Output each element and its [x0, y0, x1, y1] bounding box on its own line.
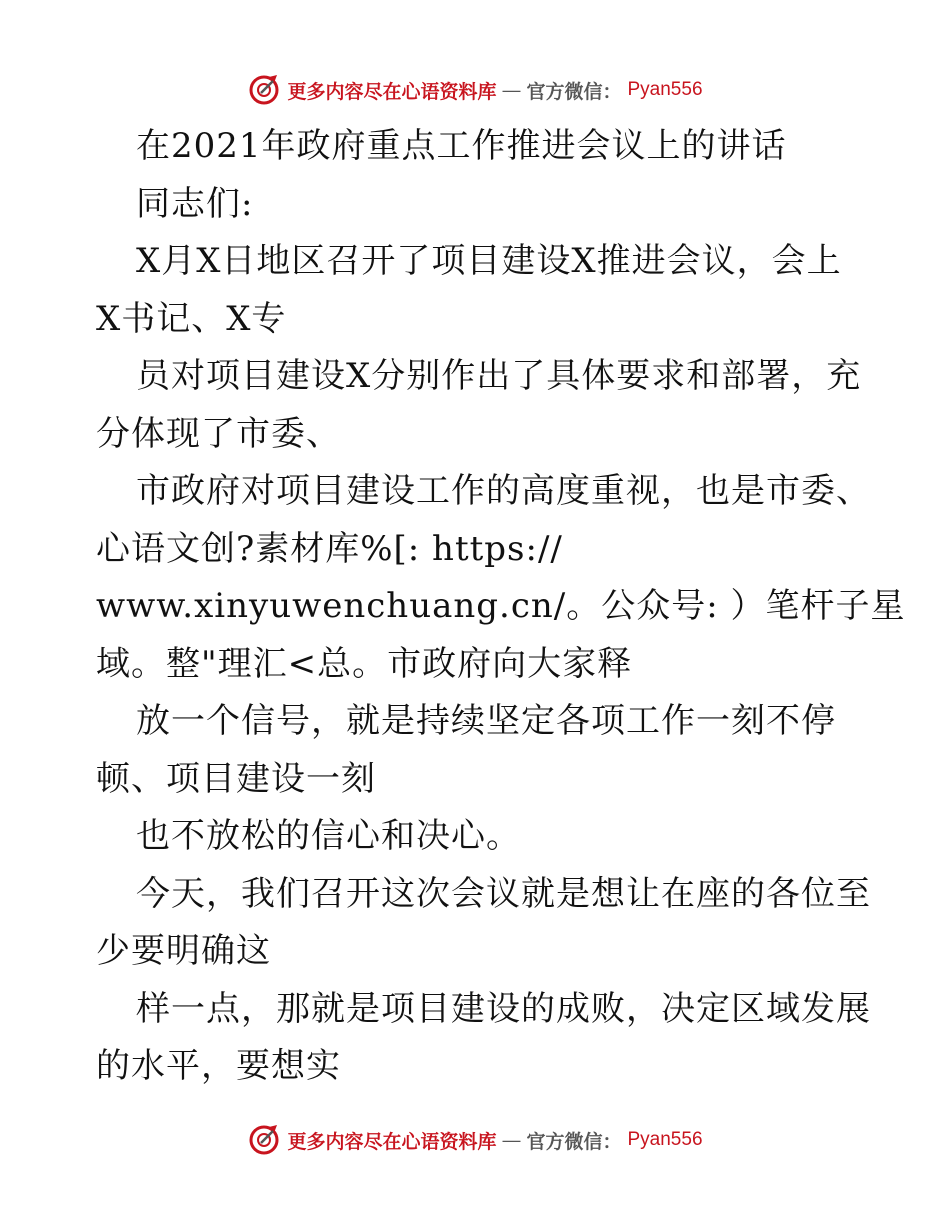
- text-line: 放一个信号，就是持续坚定各项工作一刻不停: [136, 701, 836, 741]
- text-line: 域。整"理汇<总。市政府向大家释: [96, 643, 633, 684]
- document-title: 在2021年政府重点工作推进会议上的讲话: [136, 126, 787, 166]
- text-line: www.xinyuwenchuang.cn/。公众号: ）笔杆子星: [96, 586, 906, 626]
- footer-banner-text: 更多内容尽在心语资料库: [287, 1130, 497, 1153]
- footer-wechat-id: Pyan556: [627, 1129, 703, 1150]
- text-line: 顿、项目建设一刻: [96, 758, 376, 799]
- text-line: X书记、X专: [96, 298, 287, 339]
- header-wechat-id: Pyan556: [627, 79, 703, 100]
- text-line: 心语文创?素材库%[: https://: [96, 528, 563, 569]
- text-line: X月X日地区召开了项目建设X推进会议，会上: [136, 241, 842, 281]
- text-line: 的水平，要想实: [96, 1046, 341, 1086]
- header-watermark-banner: [0, 70, 950, 110]
- salutation: 同志们:: [136, 183, 254, 224]
- text-line: 今天，我们召开这次会议就是想让在座的各位至: [136, 873, 871, 914]
- brand-logo-icon: [247, 1123, 281, 1157]
- brand-logo-icon: [247, 73, 281, 107]
- footer-banner-dash: —: [502, 1129, 521, 1150]
- header-banner-text: 更多内容尽在心语资料库: [287, 80, 497, 103]
- text-line: 分体现了市委、: [96, 413, 341, 454]
- footer-watermark-banner: [0, 1120, 950, 1160]
- document-body: [96, 118, 906, 1096]
- header-banner-dash: —: [502, 79, 521, 100]
- text-line: 员对项目建设X分别作出了具体要求和部署，充: [136, 356, 862, 396]
- text-line: 市政府对项目建设工作的高度重视，也是市委、: [136, 471, 871, 511]
- text-line: 也不放松的信心和决心。: [136, 816, 521, 856]
- text-line: 少要明确这: [96, 931, 271, 971]
- text-line: 样一点，那就是项目建设的成败，决定区域发展: [136, 988, 871, 1029]
- footer-wechat-label: 官方微信：: [526, 1130, 622, 1153]
- header-wechat-label: 官方微信：: [526, 80, 622, 103]
